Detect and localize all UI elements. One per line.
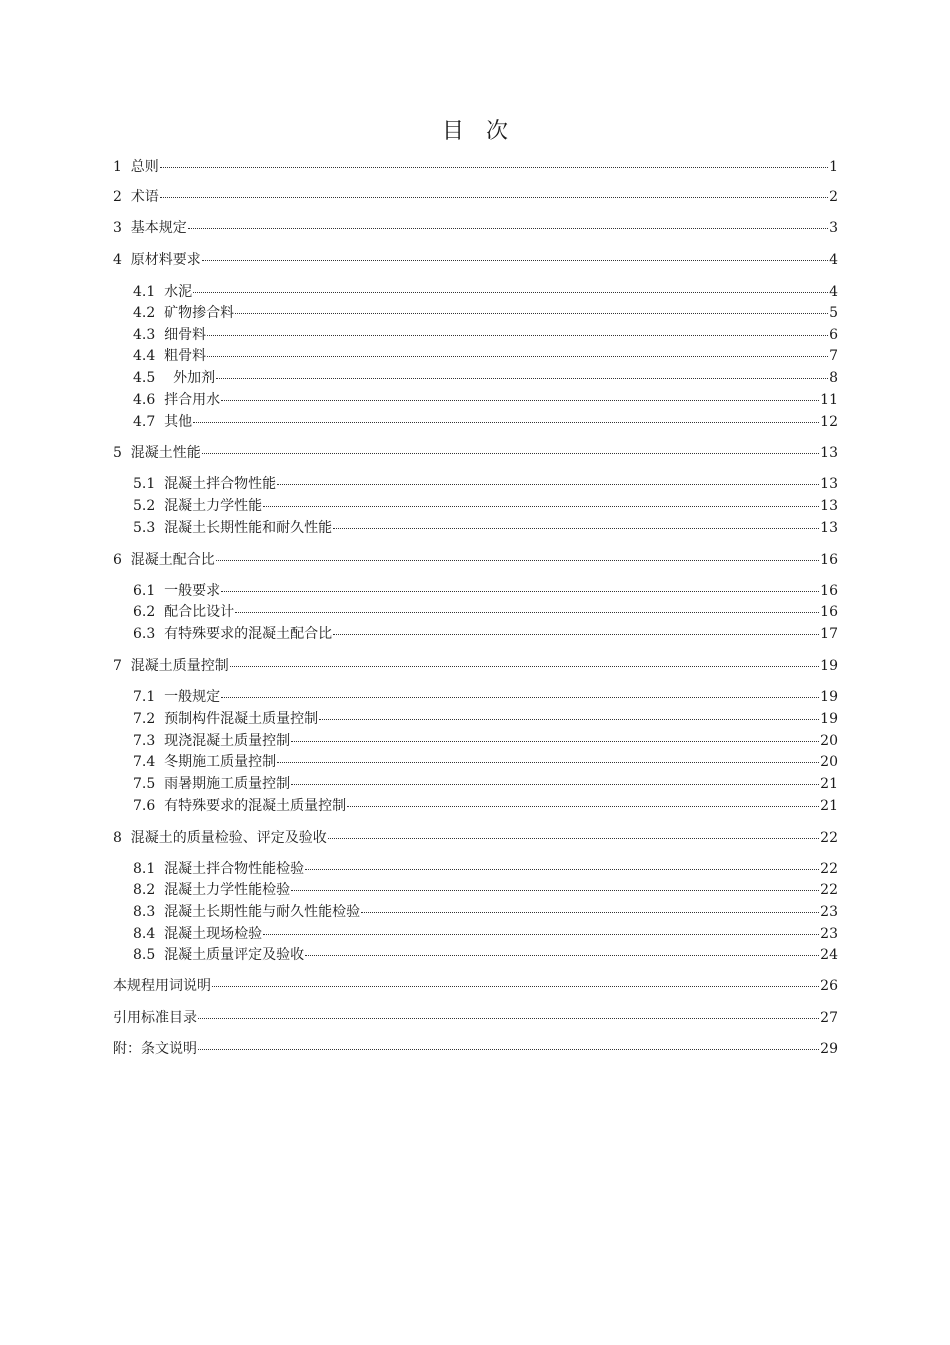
toc-entry[interactable] [133,601,838,623]
dot-leader [207,334,828,336]
page-title [0,114,950,145]
toc-entry[interactable] [133,389,838,411]
toc-entry-page-number: 29 [820,1041,838,1057]
toc-entry-label: 4.3 细骨料 [133,327,207,343]
toc-entry-label: 1 总则 [113,159,159,175]
toc-entry-page-number: 5 [829,305,838,321]
toc-entry-page-number: 17 [820,626,838,642]
dot-leader [221,590,819,592]
toc-entry-page-number: 19 [820,658,838,674]
toc-entry-label: 5.3 混凝土长期性能和耐久性能 [133,520,333,536]
toc-entry-label: 8.1 混凝土拌合物性能检验 [133,861,305,877]
toc-entry-page-number: 4 [829,284,838,300]
dot-leader [216,377,828,379]
toc-entry-label: 7.3 现浇混凝土质量控制 [133,733,291,749]
dot-leader [193,421,819,423]
dot-leader [216,559,819,561]
toc-entry[interactable] [133,580,838,602]
toc-entry[interactable] [113,217,838,239]
toc-entry-page-number: 12 [820,414,838,430]
toc-entry-page-number: 2 [829,189,838,205]
toc-entry[interactable] [133,923,838,945]
dot-leader [207,355,828,357]
toc-entry-label: 6.3 有特殊要求的混凝土配合比 [133,626,333,642]
toc-entry[interactable] [133,944,838,966]
toc-entry[interactable] [113,1038,838,1060]
toc-entry-label: 7.4 冬期施工质量控制 [133,754,277,770]
toc-entry-page-number: 13 [820,445,838,461]
toc-entry-page-number: 23 [820,926,838,942]
toc-entry[interactable] [133,302,838,324]
toc-entry[interactable] [133,517,838,539]
dot-leader [198,1048,819,1050]
toc-entry-label: 8.5 混凝土质量评定及验收 [133,947,305,963]
dot-leader [328,837,819,839]
toc-entry[interactable] [113,975,838,997]
toc-entry-label: 2 术语 [113,189,159,205]
dot-leader [305,954,819,956]
toc-entry[interactable] [113,442,838,464]
toc-entry-page-number: 8 [829,370,838,386]
dot-leader [263,505,819,507]
toc-entry[interactable] [113,186,838,208]
toc-entry-page-number: 13 [820,498,838,514]
toc-entry-label: 4.5 外加剂 [133,370,216,386]
toc-entry[interactable] [133,773,838,795]
toc-entry[interactable] [133,795,838,817]
toc-entry-label: 7.5 雨暑期施工质量控制 [133,776,291,792]
toc-entry-page-number: 4 [829,252,838,268]
dot-leader [361,911,819,913]
toc-entry-page-number: 7 [829,348,838,364]
dot-leader [333,633,819,635]
toc-entry[interactable] [133,411,838,433]
dot-leader [221,696,819,698]
dot-leader [202,452,819,454]
toc-entry-label: 6.1 一般要求 [133,583,221,599]
dot-leader [198,1017,819,1019]
toc-entry[interactable] [113,249,838,271]
toc-entry[interactable] [133,708,838,730]
toc-entry[interactable] [133,730,838,752]
toc-entry-label: 5 混凝土性能 [113,445,201,461]
dot-leader [235,611,819,613]
toc-entry-page-number: 22 [820,830,838,846]
toc-entry-page-number: 6 [829,327,838,343]
toc-entry-page-number: 26 [820,978,838,994]
dot-leader [291,783,819,785]
toc-entry[interactable] [133,324,838,346]
toc-entry-page-number: 24 [820,947,838,963]
toc-entry-label: 引用标准目录 [113,1010,197,1026]
toc-entry-page-number: 22 [820,861,838,877]
toc-entry-page-number: 13 [820,520,838,536]
page-title-char-2: 次 [486,119,509,144]
toc-entry-page-number: 20 [820,733,838,749]
toc-entry-label: 7.6 有特殊要求的混凝土质量控制 [133,798,347,814]
toc-entry-label: 5.2 混凝土力学性能 [133,498,263,514]
toc-entry-label: 6 混凝土配合比 [113,552,215,568]
toc-entry-page-number: 1 [829,159,838,175]
dot-leader [188,227,828,229]
toc-entry[interactable] [113,655,838,677]
toc-entry-label: 5.1 混凝土拌合物性能 [133,476,277,492]
toc-entry[interactable] [133,473,838,495]
dot-leader [160,196,828,198]
toc-entry-label: 6.2 配合比设计 [133,604,235,620]
toc-entry-page-number: 19 [820,689,838,705]
dot-leader [193,291,828,293]
dot-leader [202,259,828,261]
page-title-char-1: 目 [441,119,464,144]
dot-leader [230,665,819,667]
toc-entry[interactable] [133,281,838,303]
dot-leader [333,527,819,529]
toc-entry-label: 附：条文说明 [113,1041,197,1057]
toc-entry-page-number: 21 [820,798,838,814]
toc-entry[interactable] [113,827,838,849]
toc-entry[interactable] [133,495,838,517]
dot-leader [319,718,819,720]
toc-entry-page-number: 16 [820,552,838,568]
toc-entry-label: 7.2 预制构件混凝土质量控制 [133,711,319,727]
dot-leader [160,166,828,168]
dot-leader [291,740,819,742]
toc-entry-label: 本规程用词说明 [113,978,211,994]
toc-entry-label: 8.2 混凝土力学性能检验 [133,882,291,898]
toc-entry-label: 7 混凝土质量控制 [113,658,229,674]
dot-leader [277,483,819,485]
toc-entry[interactable] [113,156,838,178]
toc-entry-label: 8.4 混凝土现场检验 [133,926,263,942]
toc-entry-page-number: 3 [829,220,838,236]
dot-leader [277,761,819,763]
toc-entry[interactable] [133,858,838,880]
dot-leader [235,312,828,314]
dot-leader [291,889,819,891]
toc-entry[interactable] [133,901,838,923]
toc-entry-label: 4 原材料要求 [113,252,201,268]
toc-entry[interactable] [133,751,838,773]
toc-entry-page-number: 27 [820,1010,838,1026]
toc-entry-page-number: 20 [820,754,838,770]
toc-entry[interactable] [133,623,838,645]
toc-entry[interactable] [133,686,838,708]
toc-entry[interactable] [133,345,838,367]
toc-entry-label: 8 混凝土的质量检验、评定及验收 [113,830,327,846]
toc-entry-page-number: 13 [820,476,838,492]
toc-entry-page-number: 19 [820,711,838,727]
toc-entry-page-number: 16 [820,583,838,599]
toc-entry[interactable] [113,1007,838,1029]
toc-entry-page-number: 21 [820,776,838,792]
toc-entry[interactable] [133,879,838,901]
dot-leader [263,933,819,935]
toc-entry-label: 4.7 其他 [133,414,193,430]
toc-entry[interactable] [133,367,838,389]
dot-leader [305,868,819,870]
toc-entry-label: 7.1 一般规定 [133,689,221,705]
toc-entry[interactable] [113,549,838,571]
toc-entry-page-number: 16 [820,604,838,620]
dot-leader [221,399,819,401]
toc-entry-label: 4.4 粗骨料 [133,348,207,364]
toc-entry-label: 4.6 拌合用水 [133,392,221,408]
toc-entry-label: 4.1 水泥 [133,284,193,300]
toc-entry-label: 3 基本规定 [113,220,187,236]
toc-entry-label: 4.2 矿物掺合料 [133,305,235,321]
toc-entry-label: 8.3 混凝土长期性能与耐久性能检验 [133,904,361,920]
toc-entry-page-number: 11 [820,392,838,408]
toc-entry-page-number: 23 [820,904,838,920]
dot-leader [212,985,819,987]
dot-leader [347,805,819,807]
toc-entry-page-number: 22 [820,882,838,898]
